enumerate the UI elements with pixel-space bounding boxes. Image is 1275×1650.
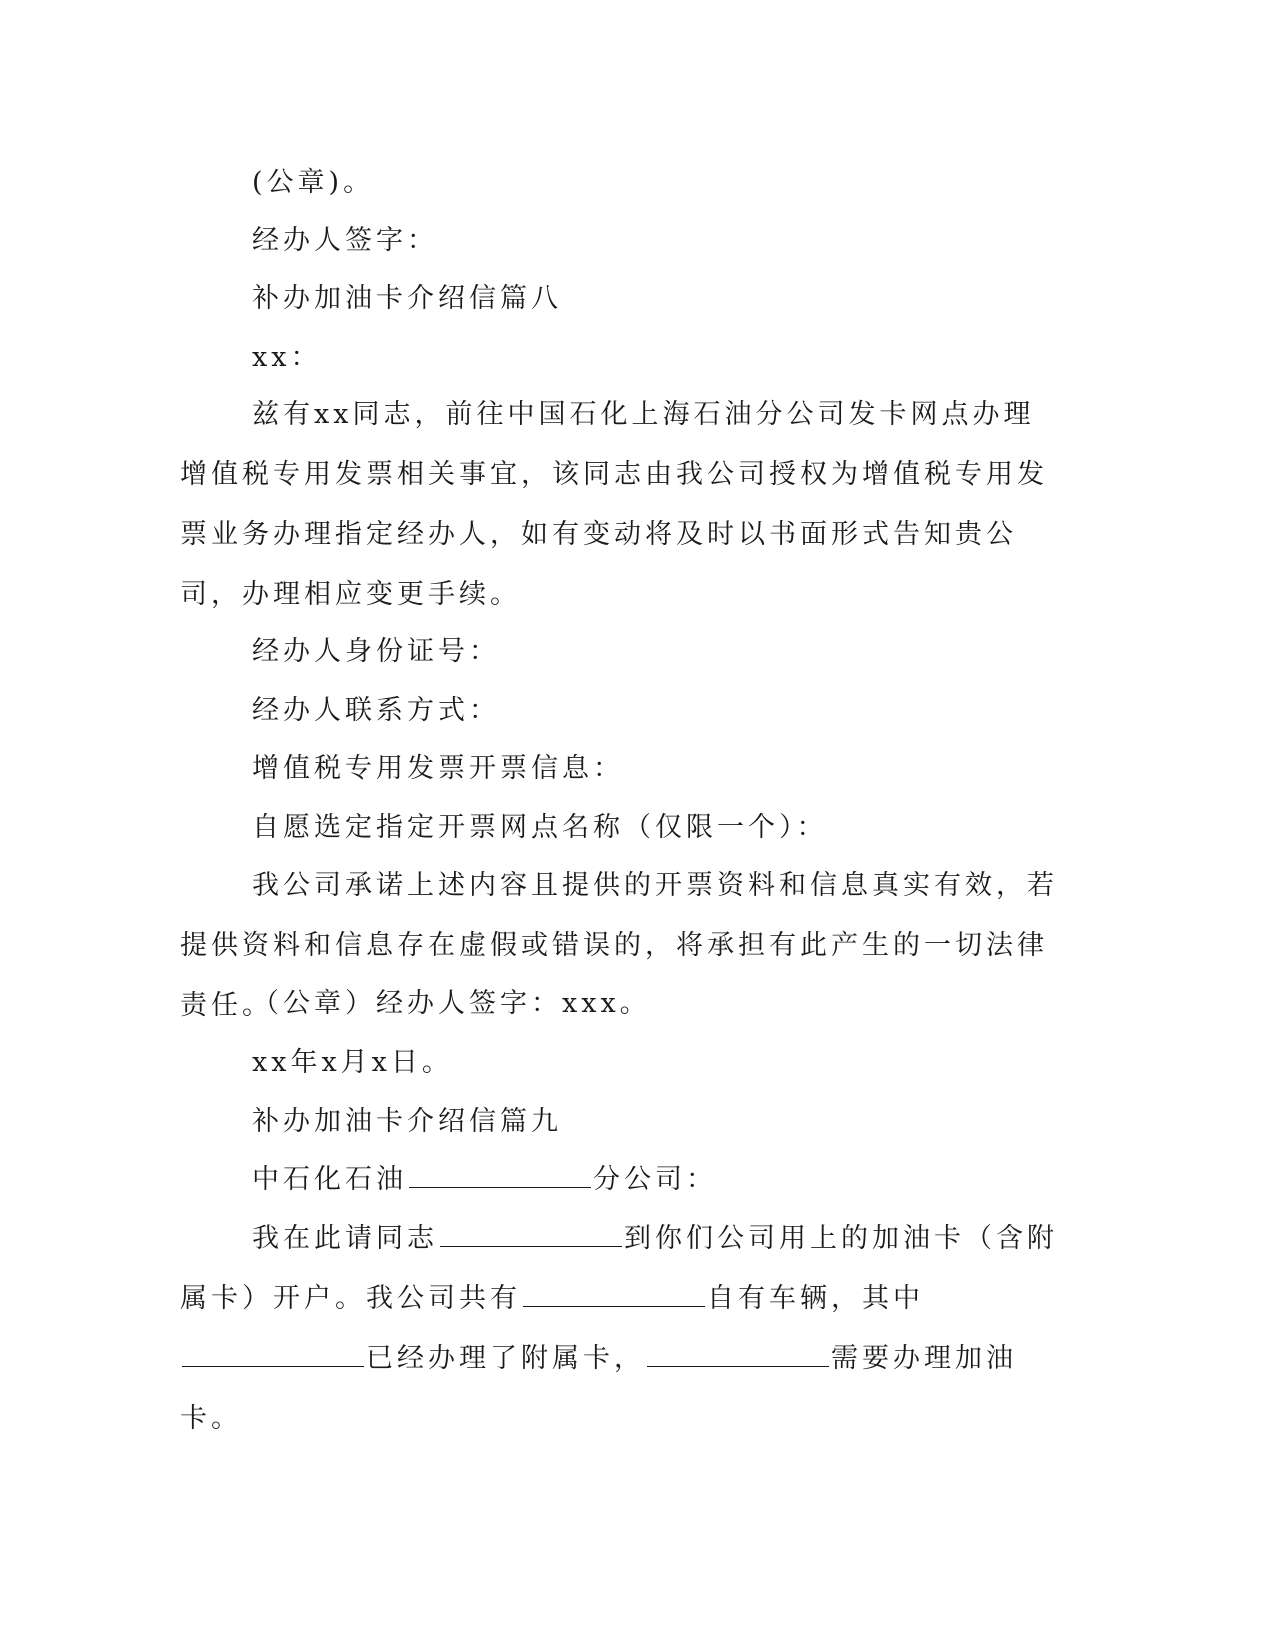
body-9-part-d: 已经办理了附属卡， [366, 1343, 645, 1374]
addressee-9-part-a: 中石化石油 [252, 1164, 407, 1195]
section-title-9: 补办加油卡介绍信篇九 [252, 1106, 562, 1137]
promise-paragraph: 我公司承诺上述内容且提供的开票资料和信息真实有效，若提供资料和信息存在虚假或错误的，将承担有此产生的一切法律责任。 [180, 870, 1058, 1021]
fill-blank [182, 1342, 364, 1367]
seal-end-line: (公章)。 [252, 167, 375, 198]
addressee-9 [180, 1150, 1060, 1210]
body-9-part-c: 自有车辆，其中 [707, 1283, 924, 1314]
body-paragraph-9 [180, 1209, 1060, 1449]
handler-id-line: 经办人身份证号： [252, 636, 500, 667]
fill-blank [440, 1222, 622, 1247]
fill-blank [409, 1163, 591, 1188]
fill-blank [523, 1282, 705, 1307]
body-9-part-a: 我在此请同志 [252, 1223, 438, 1254]
body-9-part-e: 需要办理加油卡。 [180, 1343, 1017, 1434]
handler-signature-line: 经办人签字： [252, 225, 438, 256]
addressee-9-part-b: 分公司： [593, 1164, 717, 1195]
addressee-8: xx： [252, 342, 322, 373]
fill-blank [647, 1342, 829, 1367]
section-title-8: 补办加油卡介绍信篇八 [252, 283, 562, 314]
seal-signature-line: （公章）经办人签字：xxx。 [252, 988, 651, 1019]
handler-contact-line: 经办人联系方式： [252, 695, 500, 726]
body-9-part-b: 到你们公司用上的加油卡（含附属卡）开户。我公司共有 [180, 1223, 1058, 1314]
vat-info-line: 增值税专用发票开票信息： [252, 753, 624, 784]
outlet-choice-line: 自愿选定指定开票网点名称（仅限一个）： [252, 812, 828, 843]
body-paragraph-8: 兹有xx同志，前往中国石化上海石油分公司发卡网点办理增值税专用发票相关事宜，该同志由我公司授权为增值税专用发票业务办理指定经办人，如有变动将及时以书面形式告知贵公司，办理相应变更手续。 [180, 399, 1048, 610]
date-line: xx年x月x日。 [252, 1047, 453, 1078]
